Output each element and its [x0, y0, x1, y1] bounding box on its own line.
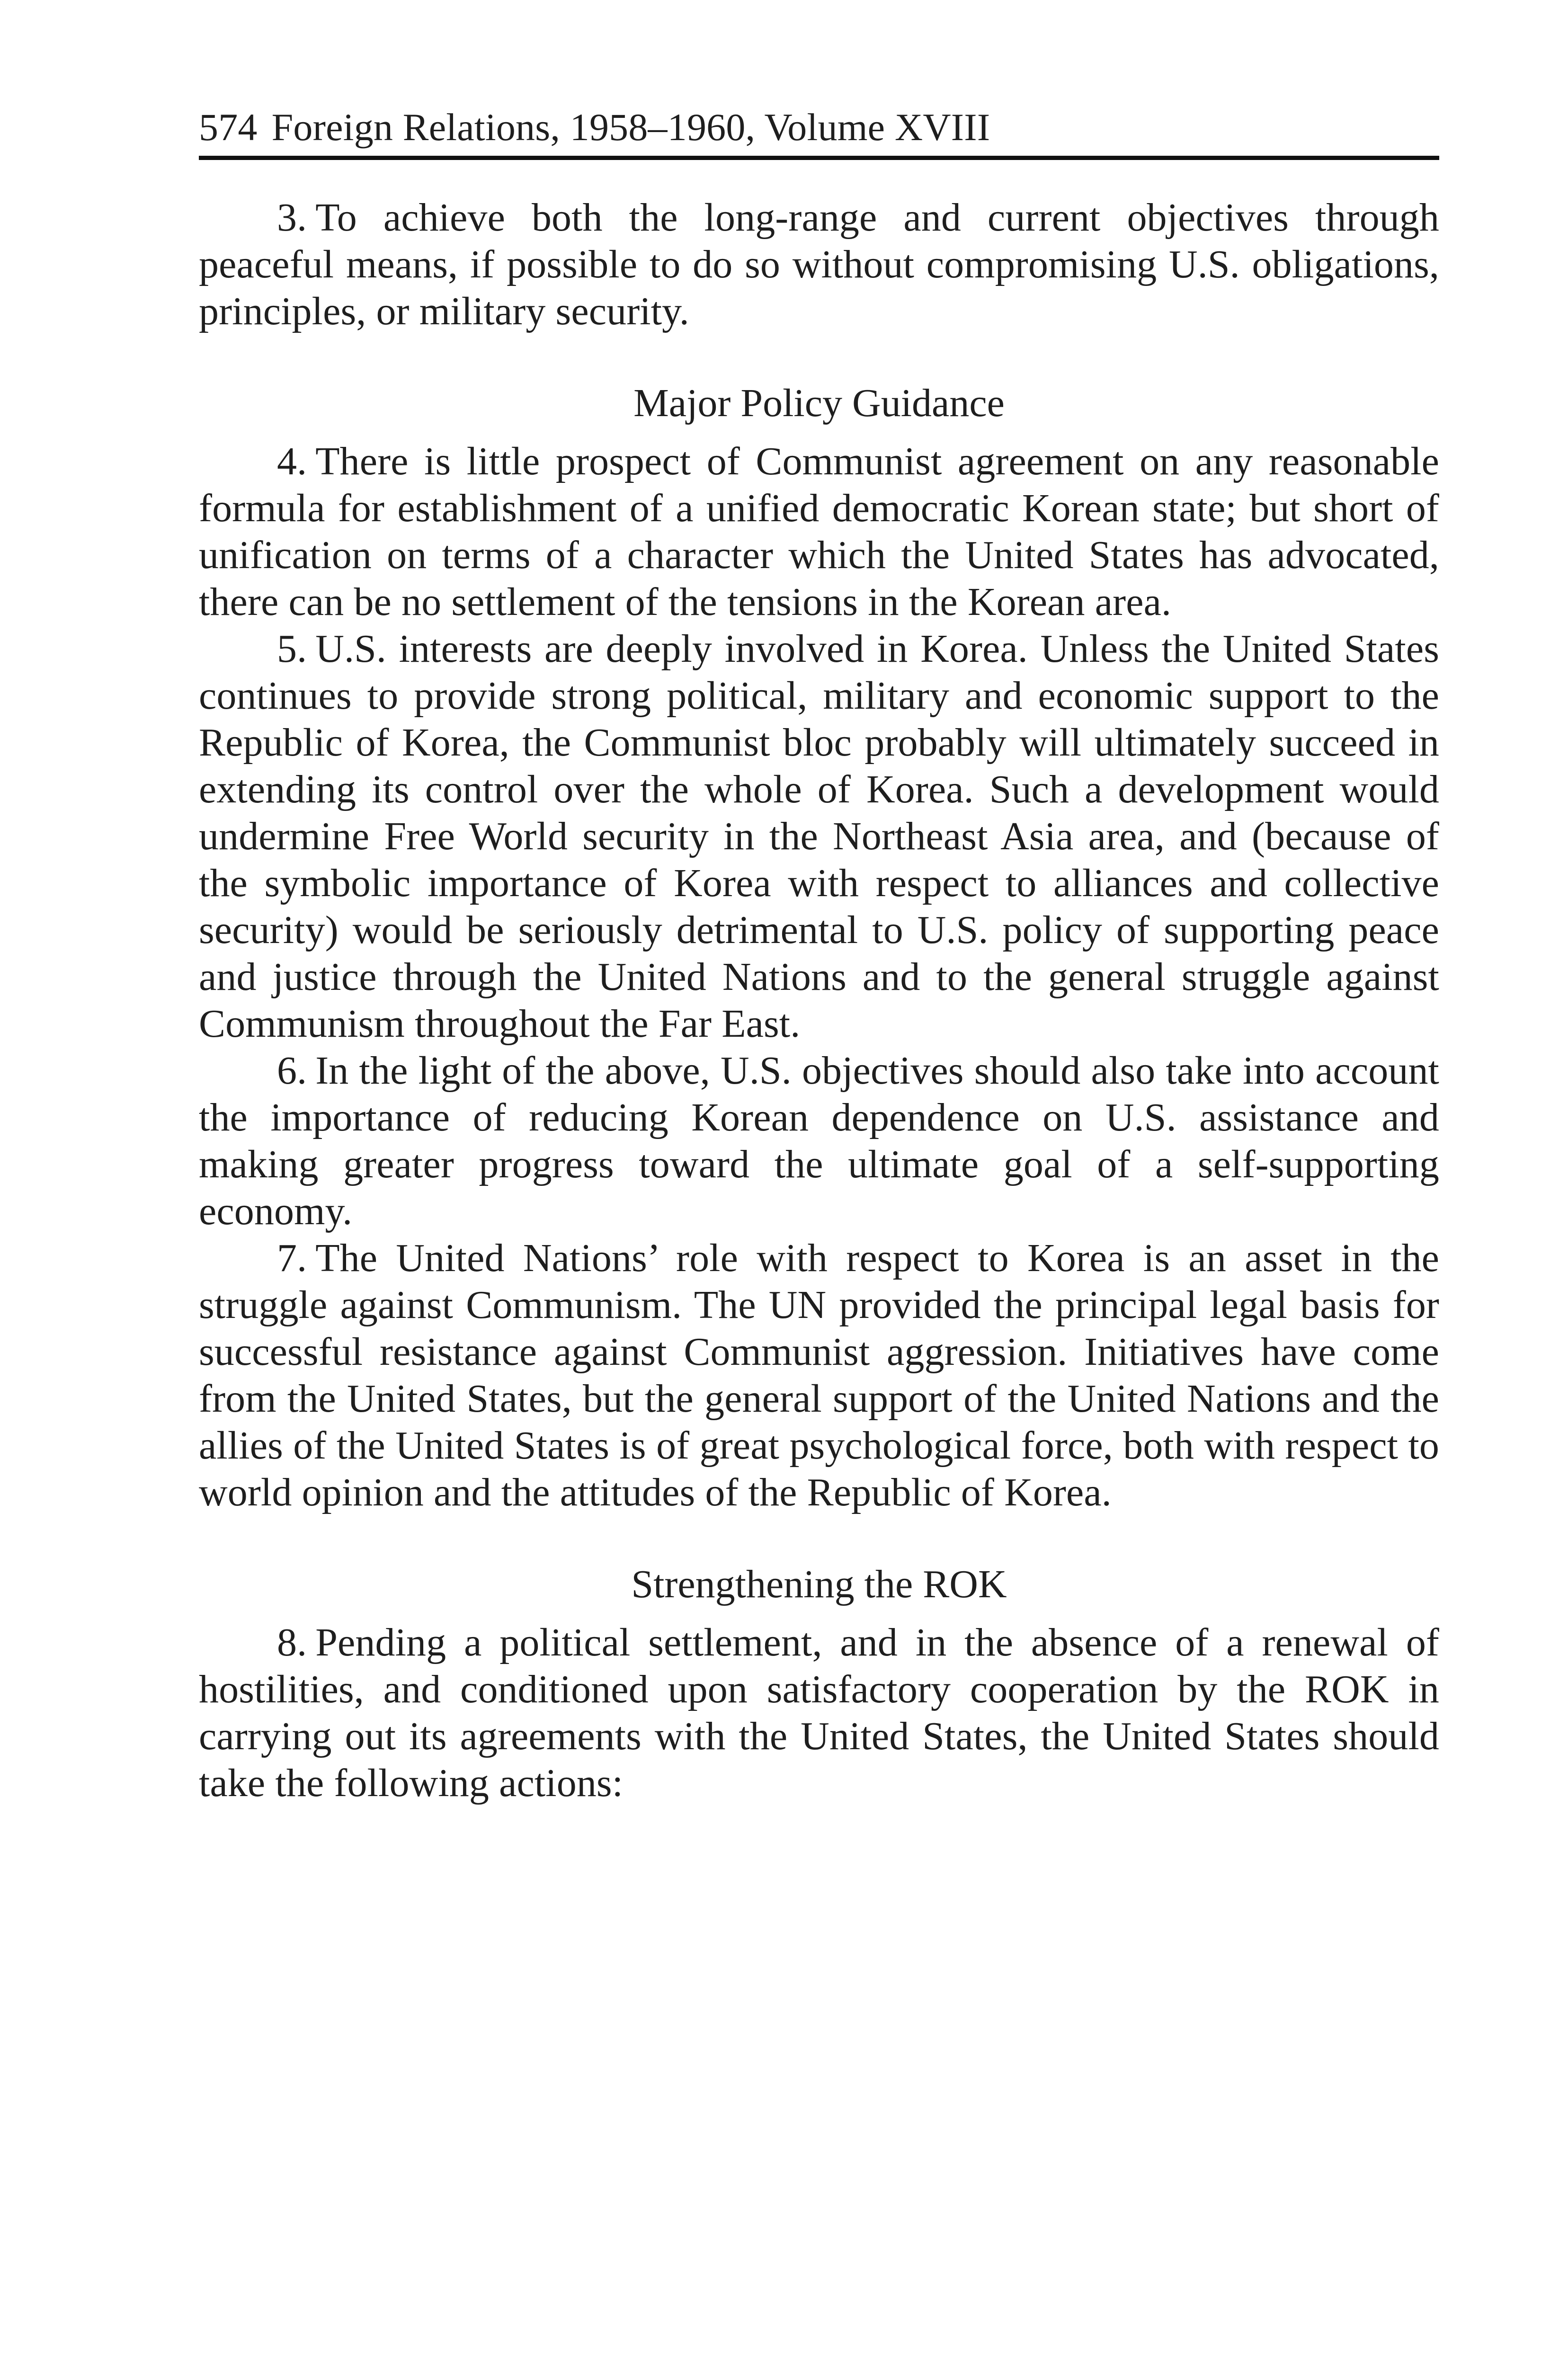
paragraph-number: 4. [277, 439, 307, 483]
section-heading-strengthening-the-rok: Strengthening the ROK [631, 1562, 1007, 1606]
paragraph-number: 8. [277, 1620, 307, 1664]
body-text [199, 194, 1439, 1806]
paragraph-number: 6. [277, 1049, 307, 1093]
paragraph-4 [199, 438, 1439, 625]
paragraph-text: To achieve both the long-range and current objectives through peaceful means, if possible to do so without compromising U.S. obligations, principles, or military security. [199, 196, 1439, 333]
paragraph-text: The United Nations’ role with respect to Korea is an asset in the struggle against Communism. The UN provided the principal legal basis for successful resistance against Communist aggression. Initiatives have come from the United States, but the general support of the United Nations and the allies of the United States is of great psychological force, both with respect to world opinion and the attitudes of the Republic of Korea. [199, 1236, 1439, 1514]
paragraph-3 [199, 194, 1439, 335]
paragraph-text: U.S. interests are deeply involved in Korea. Unless the United States continues to provide strong political, military and economic support to the Republic of Korea, the Communist bloc probably will ultimately succeed in extending its control over the whole of Korea. Such a development would undermine Free World security in the Northeast Asia area, and (because of the symbolic importance of Korea with respect to alliances and collective security) would be seriously detrimental to U.S. policy of supporting peace and justice through the United Nations and to the general struggle against Communism throughout the Far East. [199, 627, 1439, 1046]
paragraph-number: 7. [277, 1236, 307, 1280]
section-heading-major-policy-guidance: Major Policy Guidance [633, 381, 1005, 425]
running-title: Foreign Relations, 1958–1960, Volume XVIII [271, 106, 990, 149]
paragraph-5 [199, 625, 1439, 1047]
paragraph-number: 5. [277, 627, 307, 671]
paragraph-text: In the light of the above, U.S. objectives should also take into account the importance of reducing Korean dependence on U.S. assistance and making greater progress toward the ultimate goal of a self-supporting economy. [199, 1049, 1439, 1233]
header-text [199, 108, 990, 147]
running-header [199, 103, 1439, 160]
paragraph-text: There is little prospect of Communist agreement on any reasonable formula for establishment of a unified democratic Korean state; but short of unification on terms of a character which the United States has advocated, there can be no settlement of the tensions in the Korean area. [199, 439, 1439, 624]
paragraph-7 [199, 1235, 1439, 1516]
page-number: 574 [199, 106, 258, 149]
paragraph-8 [199, 1619, 1439, 1806]
paragraph-number: 3. [277, 196, 307, 240]
paragraph-6 [199, 1047, 1439, 1235]
paragraph-text: Pending a political settlement, and in the absence of a renewal of hostilities, and conditioned upon satisfactory cooperation by the ROK in carrying out its agreements with the United States, the United States should take the following actions: [199, 1620, 1439, 1805]
